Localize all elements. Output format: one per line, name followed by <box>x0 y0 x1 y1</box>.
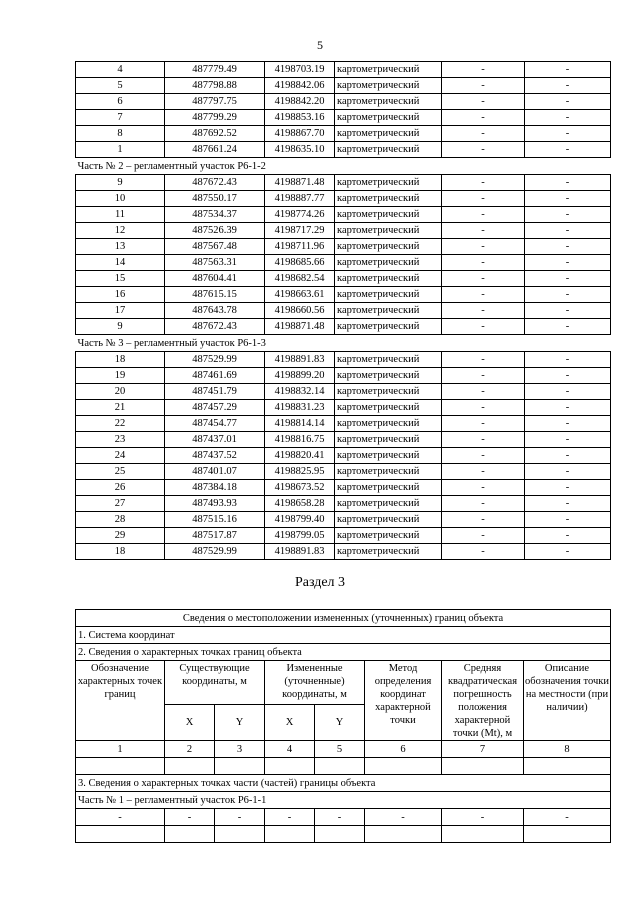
error-cell: - <box>442 464 525 480</box>
point-number-cell: 6 <box>76 94 165 110</box>
error-cell: - <box>442 271 525 287</box>
coord-x-cell: 487454.77 <box>165 416 265 432</box>
error-cell: - <box>442 528 525 544</box>
method-cell: картометрический <box>335 544 442 560</box>
table-row <box>76 352 611 368</box>
point-number-cell: 24 <box>76 448 165 464</box>
coord-x-cell: 487692.52 <box>165 126 265 142</box>
table-row <box>76 528 611 544</box>
error-cell: - <box>442 384 525 400</box>
page-number: 5 <box>317 38 323 52</box>
point-number-cell: 12 <box>76 223 165 239</box>
error-cell: - <box>442 303 525 319</box>
description-cell: - <box>525 528 611 544</box>
coord-x-cell: 487779.49 <box>165 62 265 78</box>
method-cell: картометрический <box>335 126 442 142</box>
coord-x-cell: 487799.29 <box>165 110 265 126</box>
dash-cell: - <box>265 809 315 826</box>
table-row <box>76 175 611 191</box>
coord-x-cell: 487643.78 <box>165 303 265 319</box>
coord-y-cell: 4198703.19 <box>265 62 335 78</box>
coord-x-cell: 487384.18 <box>165 480 265 496</box>
column-number-cell: 2 <box>165 741 215 758</box>
method-cell: картометрический <box>335 464 442 480</box>
description-cell: - <box>525 368 611 384</box>
error-cell: - <box>442 239 525 255</box>
description-cell: - <box>525 384 611 400</box>
method-cell: картометрический <box>335 223 442 239</box>
coord-y-cell: 4198842.20 <box>265 94 335 110</box>
method-cell: картометрический <box>335 448 442 464</box>
dash-cell: - <box>76 809 165 826</box>
dash-cell: - <box>315 809 365 826</box>
part-header-row: Часть № 1 – регламентный участок Р6-1-1 <box>76 792 611 809</box>
table-row <box>76 207 611 223</box>
method-cell: картометрический <box>335 432 442 448</box>
coord-y-cell: 4198799.05 <box>265 528 335 544</box>
coord-x-cell: 487797.75 <box>165 94 265 110</box>
description-cell: - <box>525 544 611 560</box>
table-row <box>76 319 611 335</box>
point-number-cell: 20 <box>76 384 165 400</box>
coord-x-cell: 487517.87 <box>165 528 265 544</box>
coord-y-cell: 4198660.56 <box>265 303 335 319</box>
description-cell: - <box>525 223 611 239</box>
part-header-label: Часть № 3 – регламентный участок Р6-1-3 <box>77 337 266 349</box>
table-row <box>76 496 611 512</box>
coord-y-cell: 4198887.77 <box>265 191 335 207</box>
point-number-cell: 13 <box>76 239 165 255</box>
point-number-cell: 15 <box>76 271 165 287</box>
error-cell: - <box>442 191 525 207</box>
error-cell: - <box>442 400 525 416</box>
coord-x-cell: 487604.41 <box>165 271 265 287</box>
coord-x-cell: 487461.69 <box>165 368 265 384</box>
error-cell: - <box>442 62 525 78</box>
description-cell: - <box>525 400 611 416</box>
method-cell: картометрический <box>335 271 442 287</box>
table-row <box>76 110 611 126</box>
point-number-cell: 4 <box>76 62 165 78</box>
coord-y-cell: 4198832.14 <box>265 384 335 400</box>
error-cell: - <box>442 223 525 239</box>
coord-y-cell: 4198871.48 <box>265 175 335 191</box>
method-cell: картометрический <box>335 191 442 207</box>
point-number-cell: 9 <box>76 175 165 191</box>
column-number-cell: 8 <box>524 741 611 758</box>
point-number-cell: 18 <box>76 352 165 368</box>
table-row <box>76 78 611 94</box>
coord-x-cell: 487534.37 <box>165 207 265 223</box>
description-cell: - <box>525 512 611 528</box>
description-cell: - <box>525 191 611 207</box>
method-cell: картометрический <box>335 94 442 110</box>
method-cell: картометрический <box>335 384 442 400</box>
point-number-cell: 22 <box>76 416 165 432</box>
table-row <box>76 142 611 158</box>
error-cell: - <box>442 207 525 223</box>
point-number-cell: 10 <box>76 191 165 207</box>
coord-y-cell: 4198682.54 <box>265 271 335 287</box>
point-number-cell: 26 <box>76 480 165 496</box>
description-cell: - <box>525 303 611 319</box>
description-cell: - <box>525 255 611 271</box>
description-cell: - <box>525 464 611 480</box>
table-row <box>76 287 611 303</box>
point-number-cell: 25 <box>76 464 165 480</box>
coord-y-cell: 4198820.41 <box>265 448 335 464</box>
error-cell: - <box>442 94 525 110</box>
header-x-changed: X <box>265 705 315 741</box>
coord-y-cell: 4198816.75 <box>265 432 335 448</box>
column-number-cell: 5 <box>315 741 365 758</box>
coord-x-cell: 487672.43 <box>165 319 265 335</box>
description-cell: - <box>525 432 611 448</box>
coord-x-cell: 487563.31 <box>165 255 265 271</box>
method-cell: картометрический <box>335 416 442 432</box>
method-cell: картометрический <box>335 496 442 512</box>
column-number-cell: 7 <box>442 741 524 758</box>
description-cell: - <box>525 352 611 368</box>
error-cell: - <box>442 512 525 528</box>
coord-y-cell: 4198891.83 <box>265 544 335 560</box>
description-cell: - <box>525 480 611 496</box>
method-cell: картометрический <box>335 319 442 335</box>
description-cell: - <box>525 448 611 464</box>
coord-x-cell: 487672.43 <box>165 175 265 191</box>
description-cell: - <box>525 78 611 94</box>
error-cell: - <box>442 416 525 432</box>
blank-row <box>76 826 611 843</box>
method-cell: картометрический <box>335 255 442 271</box>
table-row <box>76 448 611 464</box>
dash-cell: - <box>215 809 265 826</box>
header-designation: Обозначение характерных точек границ <box>76 661 165 741</box>
point-number-cell: 1 <box>76 142 165 158</box>
coord-y-cell: 4198799.40 <box>265 512 335 528</box>
method-cell: картометрический <box>335 78 442 94</box>
column-number-cell: 4 <box>265 741 315 758</box>
description-cell: - <box>525 126 611 142</box>
error-cell: - <box>442 544 525 560</box>
description-cell: - <box>525 207 611 223</box>
method-cell: картометрический <box>335 207 442 223</box>
dash-cell: - <box>165 809 215 826</box>
method-cell: картометрический <box>335 400 442 416</box>
error-cell: - <box>442 480 525 496</box>
table-row <box>76 191 611 207</box>
coord-y-cell: 4198685.66 <box>265 255 335 271</box>
coord-x-cell: 487550.17 <box>165 191 265 207</box>
description-cell: - <box>525 142 611 158</box>
point-number-cell: 27 <box>76 496 165 512</box>
table-row <box>76 512 611 528</box>
table-caption: Сведения о местоположении измененных (уточненных) границ объекта <box>76 610 611 627</box>
error-cell: - <box>442 142 525 158</box>
point-number-cell: 18 <box>76 544 165 560</box>
coord-x-cell: 487515.16 <box>165 512 265 528</box>
table-row <box>76 400 611 416</box>
part-header-row <box>76 335 611 352</box>
method-cell: картометрический <box>335 480 442 496</box>
coord-x-cell: 487661.24 <box>165 142 265 158</box>
coord-x-cell: 487401.07 <box>165 464 265 480</box>
coord-y-cell: 4198899.20 <box>265 368 335 384</box>
error-cell: - <box>442 319 525 335</box>
error-cell: - <box>442 368 525 384</box>
point-number-cell: 8 <box>76 126 165 142</box>
description-cell: - <box>525 175 611 191</box>
point-number-cell: 14 <box>76 255 165 271</box>
point-number-cell: 23 <box>76 432 165 448</box>
error-cell: - <box>442 126 525 142</box>
description-cell: - <box>525 62 611 78</box>
error-cell: - <box>442 448 525 464</box>
coord-x-cell: 487451.79 <box>165 384 265 400</box>
coord-y-cell: 4198853.16 <box>265 110 335 126</box>
table-row <box>76 239 611 255</box>
error-cell: - <box>442 255 525 271</box>
coord-y-cell: 4198673.52 <box>265 480 335 496</box>
header-existing: Существующие координаты, м <box>165 661 265 705</box>
header-changed: Измененные (уточненные) координаты, м <box>265 661 365 705</box>
description-cell: - <box>525 239 611 255</box>
dash-row <box>76 809 611 826</box>
point-number-cell: 16 <box>76 287 165 303</box>
points-header-row: 2. Сведения о характерных точках границ объекта <box>76 644 611 661</box>
method-cell: картометрический <box>335 512 442 528</box>
method-cell: картометрический <box>335 352 442 368</box>
coord-y-cell: 4198774.26 <box>265 207 335 223</box>
header-y-existing: Y <box>215 705 265 741</box>
description-cell: - <box>525 496 611 512</box>
table-row <box>76 416 611 432</box>
method-cell: картометрический <box>335 303 442 319</box>
error-cell: - <box>442 110 525 126</box>
method-cell: картометрический <box>335 175 442 191</box>
table-row <box>76 126 611 142</box>
coord-x-cell: 487526.39 <box>165 223 265 239</box>
method-cell: картометрический <box>335 239 442 255</box>
error-cell: - <box>442 496 525 512</box>
column-numbers-row <box>76 741 611 758</box>
coord-y-cell: 4198663.61 <box>265 287 335 303</box>
method-cell: картометрический <box>335 287 442 303</box>
method-cell: картометрический <box>335 110 442 126</box>
header-error: Средняя квадратическая погрешность положения характерной точки (Mt), м <box>442 661 524 741</box>
table-row <box>76 223 611 239</box>
table-row <box>76 303 611 319</box>
method-cell: картометрический <box>335 62 442 78</box>
coord-y-cell: 4198814.14 <box>265 416 335 432</box>
coordinates-table <box>75 61 611 560</box>
description-cell: - <box>525 319 611 335</box>
coord-y-cell: 4198871.48 <box>265 319 335 335</box>
description-cell: - <box>525 287 611 303</box>
table-row <box>76 384 611 400</box>
coord-system-row: 1. Система координат <box>76 627 611 644</box>
point-number-cell: 19 <box>76 368 165 384</box>
column-number-cell: 1 <box>76 741 165 758</box>
column-number-cell: 3 <box>215 741 265 758</box>
part-header-row <box>76 158 611 175</box>
coord-x-cell: 487615.15 <box>165 287 265 303</box>
coord-x-cell: 487437.52 <box>165 448 265 464</box>
description-cell: - <box>525 271 611 287</box>
point-number-cell: 17 <box>76 303 165 319</box>
error-cell: - <box>442 432 525 448</box>
coord-y-cell: 4198717.29 <box>265 223 335 239</box>
table-row <box>76 544 611 560</box>
error-cell: - <box>442 352 525 368</box>
parts-header-row: 3. Сведения о характерных точках части (частей) границы объекта <box>76 775 611 792</box>
coord-y-cell: 4198867.70 <box>265 126 335 142</box>
method-cell: картометрический <box>335 142 442 158</box>
description-cell: - <box>525 110 611 126</box>
coord-x-cell: 487529.99 <box>165 352 265 368</box>
point-number-cell: 9 <box>76 319 165 335</box>
part-header-label: Часть № 2 – регламентный участок Р6-1-2 <box>77 160 266 172</box>
coord-x-cell: 487493.93 <box>165 496 265 512</box>
table-row <box>76 432 611 448</box>
table-row <box>76 94 611 110</box>
table-row <box>76 480 611 496</box>
coord-x-cell: 487437.01 <box>165 432 265 448</box>
coord-x-cell: 487567.48 <box>165 239 265 255</box>
changed-boundaries-table <box>75 609 611 843</box>
coord-x-cell: 487798.88 <box>165 78 265 94</box>
point-number-cell: 21 <box>76 400 165 416</box>
header-x-existing: X <box>165 705 215 741</box>
description-cell: - <box>525 416 611 432</box>
error-cell: - <box>442 78 525 94</box>
error-cell: - <box>442 287 525 303</box>
coord-y-cell: 4198891.83 <box>265 352 335 368</box>
coord-y-cell: 4198831.23 <box>265 400 335 416</box>
coord-y-cell: 4198658.28 <box>265 496 335 512</box>
point-number-cell: 29 <box>76 528 165 544</box>
point-number-cell: 7 <box>76 110 165 126</box>
table-row <box>76 271 611 287</box>
dash-cell: - <box>365 809 442 826</box>
error-cell: - <box>442 175 525 191</box>
table-row <box>76 62 611 78</box>
table-row <box>76 368 611 384</box>
table-row <box>76 464 611 480</box>
blank-row <box>76 758 611 775</box>
section-title: Раздел 3 <box>294 575 346 590</box>
coord-y-cell: 4198842.06 <box>265 78 335 94</box>
coord-y-cell: 4198635.10 <box>265 142 335 158</box>
header-y-changed: Y <box>315 705 365 741</box>
header-description: Описание обозначения точки на местности (при наличии) <box>524 661 611 741</box>
point-number-cell: 5 <box>76 78 165 94</box>
dash-cell: - <box>442 809 524 826</box>
coord-y-cell: 4198711.96 <box>265 239 335 255</box>
table-row <box>76 255 611 271</box>
point-number-cell: 28 <box>76 512 165 528</box>
point-number-cell: 11 <box>76 207 165 223</box>
method-cell: картометрический <box>335 368 442 384</box>
dash-cell: - <box>524 809 611 826</box>
description-cell: - <box>525 94 611 110</box>
method-cell: картометрический <box>335 528 442 544</box>
coord-y-cell: 4198825.95 <box>265 464 335 480</box>
coord-x-cell: 487457.29 <box>165 400 265 416</box>
column-number-cell: 6 <box>365 741 442 758</box>
coord-x-cell: 487529.99 <box>165 544 265 560</box>
header-method: Метод определения координат характерной точки <box>365 661 442 741</box>
